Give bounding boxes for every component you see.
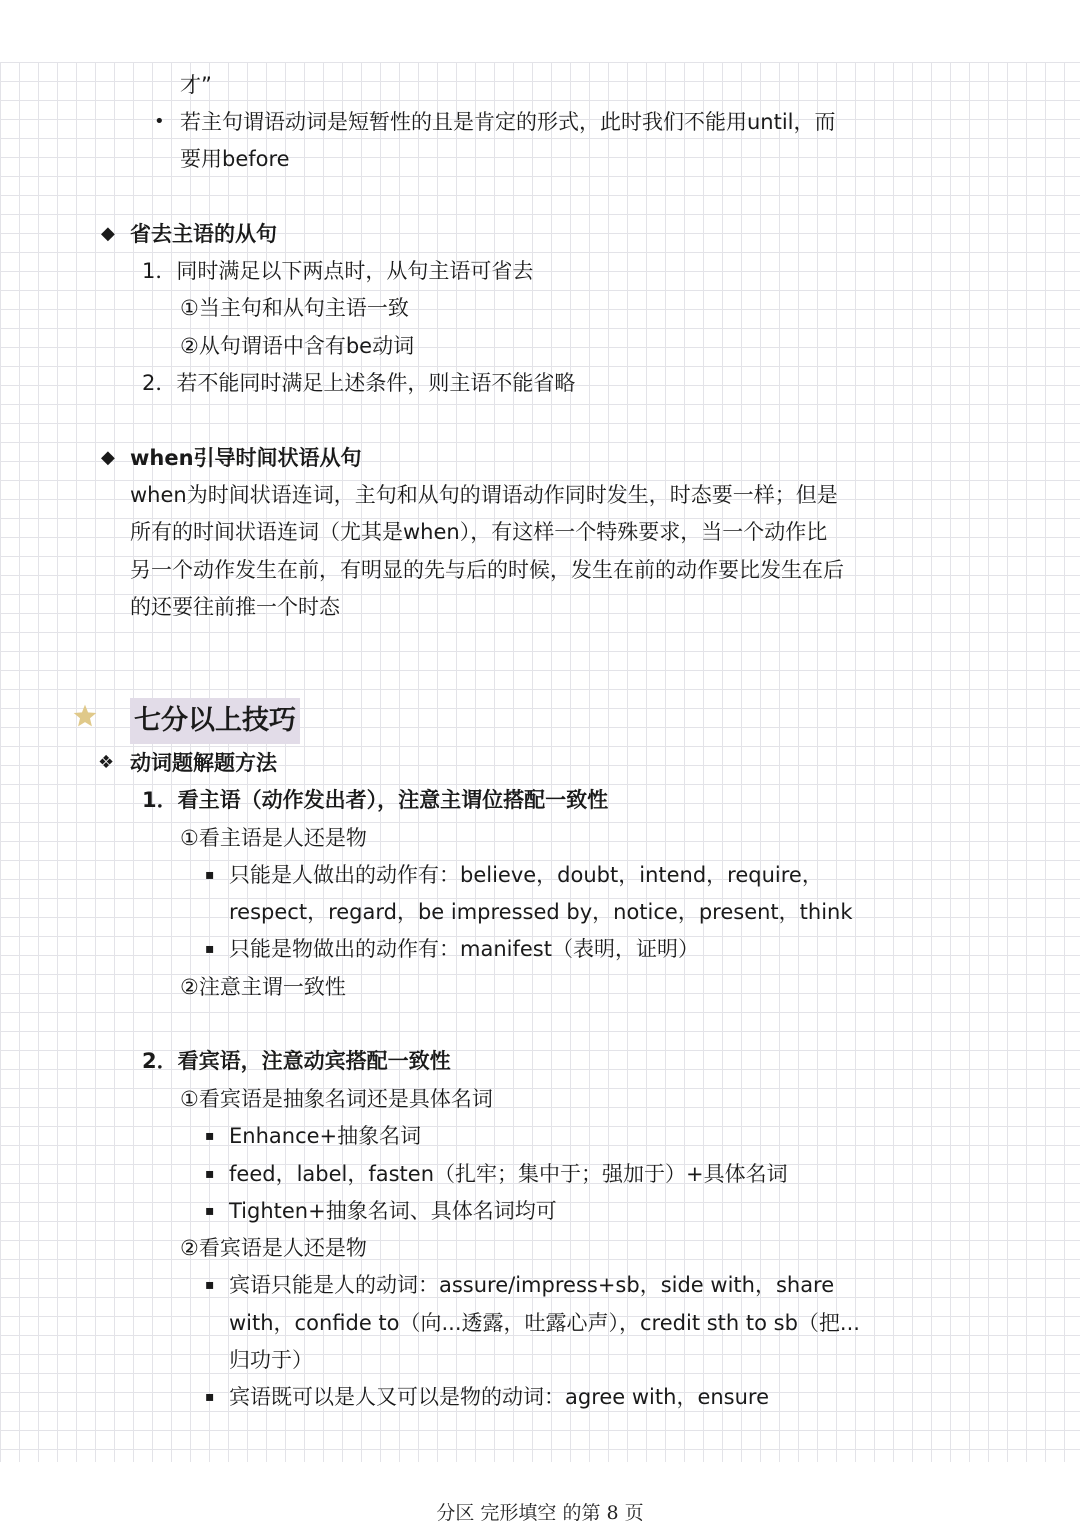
text-line: ①看宾语是抽象名词还是具体名词 bbox=[180, 1087, 493, 1111]
text-line: Enhance+抽象名词 bbox=[229, 1124, 422, 1148]
square-bullet-icon: ▪ bbox=[205, 941, 215, 957]
page-footer: 分区 完形填空 的第 8 页 bbox=[436, 1502, 644, 1524]
numbered-heading: 1．看主语（动作发出者），注意主谓位搭配一致性 bbox=[142, 788, 609, 812]
section-heading: 七分以上技巧 bbox=[130, 698, 300, 744]
text-line: 1．同时满足以下两点时，从句主语可省去 bbox=[142, 259, 534, 283]
text-line: 的还要往前推一个时态 bbox=[130, 595, 340, 619]
text-line: ②看宾语是人还是物 bbox=[180, 1236, 367, 1260]
text-line: ①看主语是人还是物 bbox=[180, 826, 367, 850]
text-line: ②从句谓语中含有be动词 bbox=[180, 334, 415, 358]
text-line: 所有的时间状语连词（尤其是when），有这样一个特殊要求，当一个动作比 bbox=[130, 520, 828, 544]
text-line: 归功于） bbox=[229, 1348, 313, 1372]
square-bullet-icon: ▪ bbox=[205, 1128, 215, 1144]
text-line: 宾语既可以是人又可以是物的动词：agree with，ensure bbox=[229, 1385, 770, 1409]
text-line: 要用before bbox=[180, 147, 290, 171]
text-line: ②注意主谓一致性 bbox=[180, 975, 346, 999]
text-line: ①当主句和从句主语一致 bbox=[180, 296, 409, 320]
text-line: when为时间状语连词，主句和从句的谓语动作同时发生，时态要一样；但是 bbox=[130, 483, 838, 507]
diamond-bullet-icon: ◆ bbox=[101, 447, 115, 468]
square-bullet-icon: ▪ bbox=[205, 867, 215, 883]
numbered-heading: 2．看宾语，注意动宾搭配一致性 bbox=[142, 1049, 451, 1073]
diamond-bullet-icon: ◆ bbox=[101, 223, 115, 244]
square-bullet-icon: ▪ bbox=[205, 1203, 215, 1219]
square-bullet-icon: ▪ bbox=[205, 1166, 215, 1182]
text-line: 2．若不能同时满足上述条件，则主语不能省略 bbox=[142, 371, 576, 395]
subsection-title: 动词题解题方法 bbox=[130, 751, 277, 775]
square-bullet-icon: ▪ bbox=[205, 1389, 215, 1405]
text-line: Tighten+抽象名词、具体名词均可 bbox=[229, 1199, 557, 1223]
text-line: 若主句谓语动词是短暂性的且是肯定的形式，此时我们不能用until，而 bbox=[180, 110, 836, 134]
text-line: 另一个动作发生在前，有明显的先与后的时候，发生在前的动作要比发生在后 bbox=[130, 558, 844, 582]
text-line: 宾语只能是人的动词：assure/impress+sb，side with，share bbox=[229, 1273, 835, 1297]
bullet-icon: • bbox=[154, 111, 165, 132]
text-line: with，confide to（向...透露，吐露心声），credit sth to sb（把... bbox=[229, 1311, 860, 1335]
subsection-title: 省去主语的从句 bbox=[130, 222, 277, 246]
text-line: 才” bbox=[180, 73, 212, 97]
text-line: 只能是人做出的动作有：believe，doubt，intend，require， bbox=[229, 863, 823, 887]
square-bullet-icon: ▪ bbox=[205, 1277, 215, 1293]
text-line: respect，regard，be impressed by，notice，present，think bbox=[229, 900, 853, 924]
text-line: feed，label，fasten（扎牢；集中于；强加于）+具体名词 bbox=[229, 1162, 788, 1186]
star-icon bbox=[72, 703, 98, 729]
text-line: 只能是物做出的动作有：manifest（表明，证明） bbox=[229, 937, 699, 961]
four-diamond-icon: ❖ bbox=[98, 752, 115, 773]
subsection-title: when引导时间状语从句 bbox=[130, 446, 362, 470]
